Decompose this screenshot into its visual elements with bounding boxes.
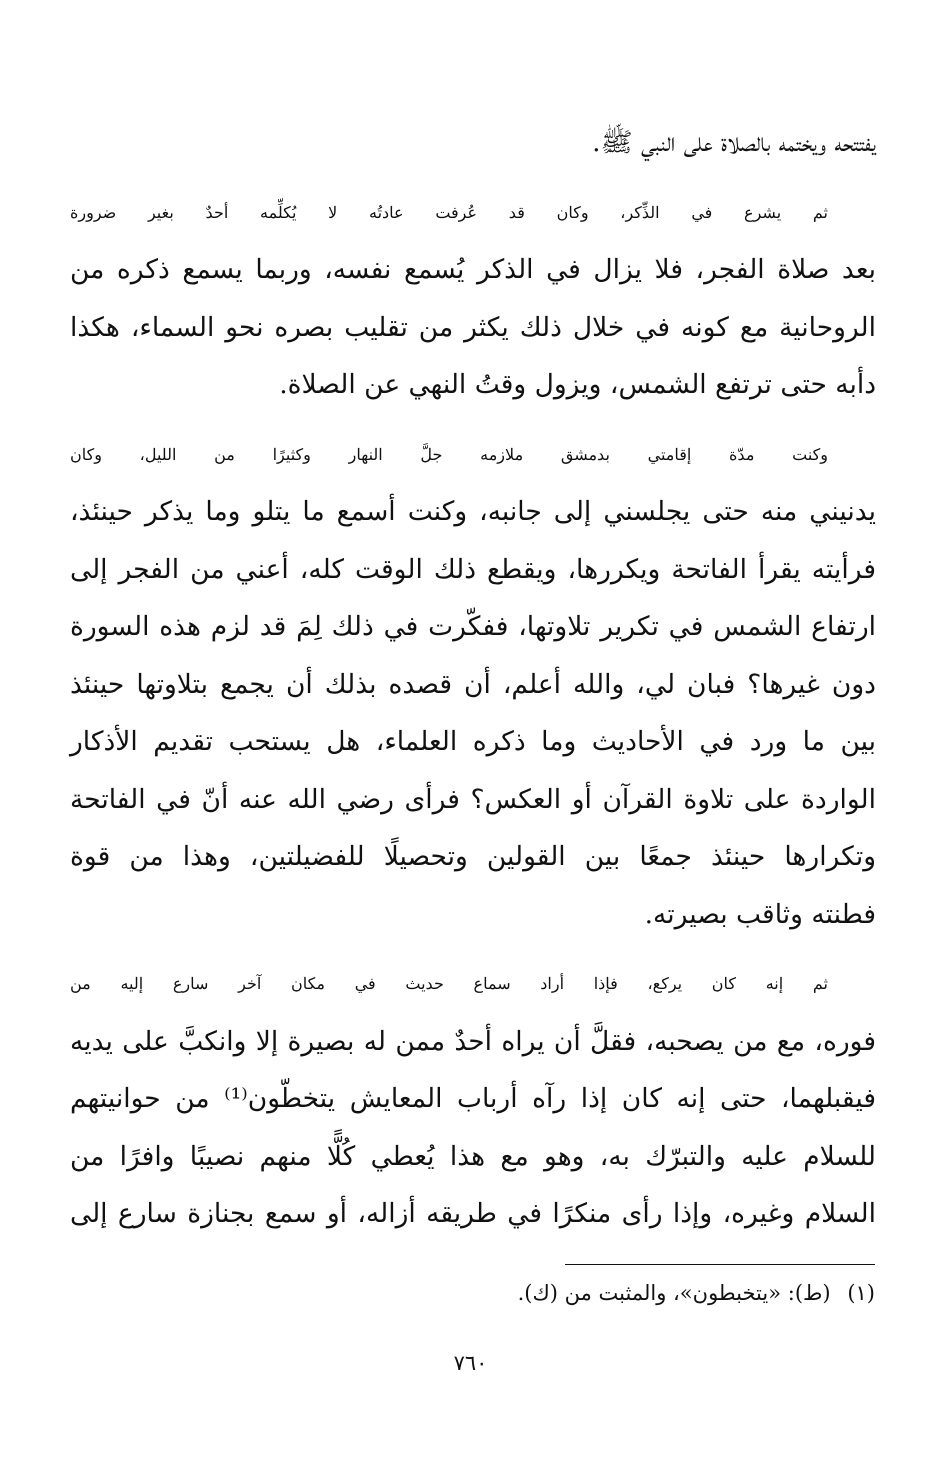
footnote-separator	[565, 1264, 875, 1265]
text-line: للسلام عليه والتبرّك به، وهو مع هذا يُعطي كُلًّا منهم نصيبًا وافرًا من	[70, 1140, 876, 1172]
text-line: ارتفاع الشمس في تكرير تلاوتها، ففكّرت في ذلك لِمَ قد لزم هذه السورة	[70, 611, 876, 642]
paragraph-4	[70, 955, 876, 1243]
text-line: ثم إنه كان يركع، فإذا أراد سماع حديث في مكان آخر سارع إليه من	[70, 974, 828, 993]
text-line: بعد صلاة الفجر، فلا يزال في الذكر يُسمع نفسه، وربما يسمع ذكره من	[70, 254, 876, 285]
text-line: السلام وغيره، وإذا رأى منكرًا في طريقه أزاله، أو سمع بجنازة سارع إلى	[70, 1198, 876, 1229]
text-line: وتكرارها حينئذ جمعًا بين القولين وتحصيلًا للفضيلتين، وهذا من قوة	[70, 841, 876, 872]
paragraph-2	[70, 184, 876, 414]
text-line: فيقبلهما، حتى إنه كان إذا رآه أرباب المعايش يتخطّون⁽¹⁾ من حوانيتهم	[70, 1083, 876, 1114]
text-line: ثم يشرع في الذِّكر، وكان قد عُرفت عادتُه لا يُكلِّمه أحدٌ بغير ضرورة	[70, 202, 828, 222]
main-text-body	[70, 114, 876, 1243]
footnote	[275, 1278, 875, 1308]
footnote-text: (ط): «يتخبطون»، والمثبت من (ك).	[517, 1281, 831, 1305]
text-line: يدنيني منه حتى يجلسني إلى جانبه، وكنت أسمع ما يتلو وما يذكر حينئذ،	[70, 496, 876, 527]
text-line: فوره، مع من يصحبه، فقلَّ أن يراه أحدٌ ممن له بصيرة إلا وانكبَّ على يديه	[70, 1025, 876, 1057]
text-line: يفتتحه ويختمه بالصلاة على النبي ﷺ.	[592, 127, 876, 158]
text-line: بين ما ورد في الأحاديث وما ذكره العلماء، هل يستحب تقديم الأذكار	[70, 726, 876, 757]
text-line: الروحانية مع كونه في خلال ذلك يكثر من تقليب بصره نحو السماء، هكذا	[70, 311, 876, 343]
paragraph-3	[70, 426, 876, 944]
footnote-number: (١)	[847, 1281, 875, 1305]
page-number: ٧٦٠	[453, 1351, 488, 1375]
paragraph-1	[70, 114, 876, 172]
text-line: الواردة على تلاوة القرآن أو العكس؟ فرأى رضي الله عنه أنّ في الفاتحة	[70, 783, 876, 815]
text-line: فرأيته يقرأ الفاتحة ويكررها، ويقطع ذلك الوقت كله، أعني من الفجر إلى	[70, 553, 876, 585]
text-line: فطنته وثاقب بصيرته.	[644, 898, 876, 930]
text-line: دأبه حتى ترتفع الشمس، ويزول وقتُ النهي عن الصلاة.	[279, 369, 876, 400]
text-line: وكنت مدّة إقامتي بدمشق ملازمه جلَّ النهار وكثيرًا من الليل، وكان	[70, 444, 828, 464]
text-line: دون غيرها؟ فبان لي، والله أعلم، أن قصده بذلك أن يجمع بتلاوتها حينئذ	[70, 668, 876, 700]
